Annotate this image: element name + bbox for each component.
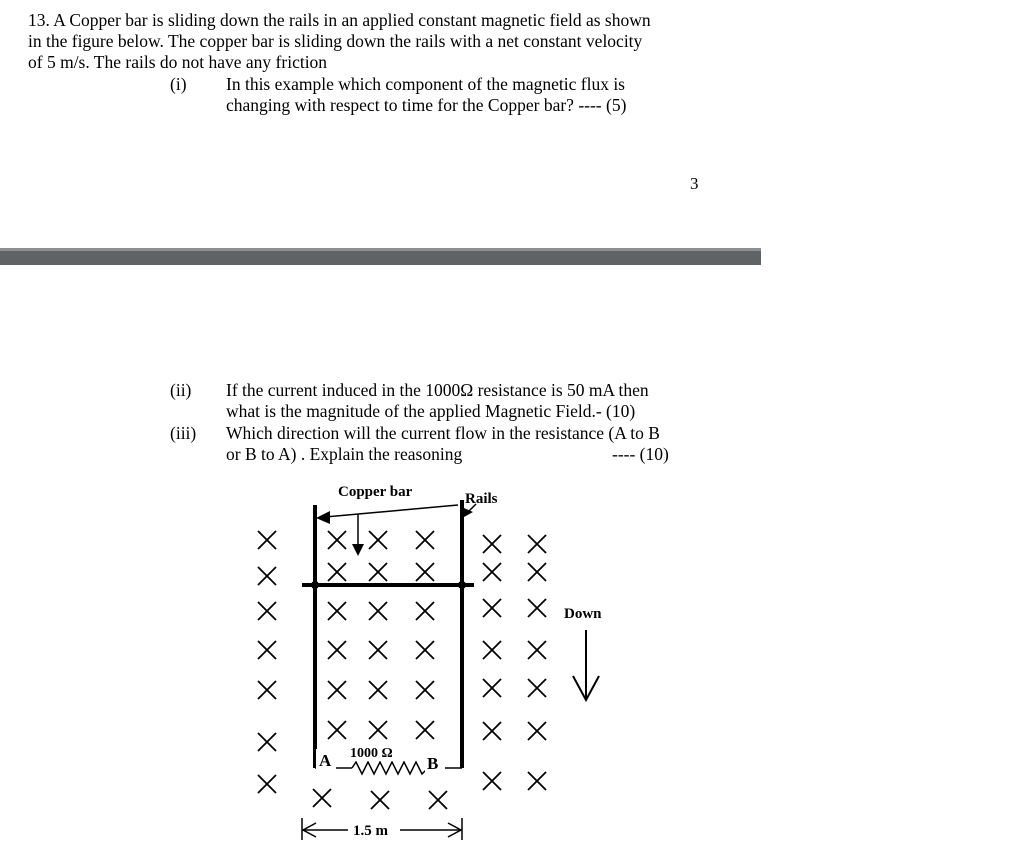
page-number: 3 <box>690 174 699 193</box>
field-x-mark <box>416 721 434 739</box>
part-ii-line-2: what is the magnitude of the applied Magnetic Field.- (10) <box>226 401 636 421</box>
field-x-mark <box>483 772 501 790</box>
copper-bar-down-pointer-head <box>352 544 364 556</box>
field-x-mark <box>328 563 346 581</box>
field-x-mark <box>483 641 501 659</box>
down-label: Down <box>564 606 602 622</box>
field-x-mark <box>528 535 546 553</box>
part-i-label: (i) <box>170 74 187 94</box>
field-x-mark <box>528 563 546 581</box>
field-x-mark <box>369 531 387 549</box>
field-x-mark <box>483 722 501 740</box>
field-x-mark <box>258 681 276 699</box>
field-x-mark <box>313 789 331 807</box>
field-x-mark <box>328 681 346 699</box>
field-x-mark <box>416 681 434 699</box>
field-x-mark <box>258 531 276 549</box>
field-x-mark <box>429 791 447 809</box>
field-x-mark <box>328 531 346 549</box>
field-x-mark <box>328 721 346 739</box>
field-x-mark <box>483 599 501 617</box>
field-x-mark <box>369 681 387 699</box>
field-x-mark <box>328 641 346 659</box>
part-iii-line-1: Which direction will the current flow in the resistance (A to B <box>226 423 660 443</box>
copper-bar-pointer-line <box>325 505 458 517</box>
part-ii-label: (ii) <box>170 380 192 400</box>
field-x-mark <box>258 567 276 585</box>
resistor-label: 1000 Ω <box>350 746 393 761</box>
terminal-a-label: A <box>319 751 332 770</box>
field-x-mark <box>371 791 389 809</box>
question-line-1: 13. A Copper bar is sliding down the rails in an applied constant magnetic field as shown <box>28 10 651 30</box>
field-x-mark <box>528 641 546 659</box>
field-x-mark <box>528 722 546 740</box>
field-x-mark <box>416 563 434 581</box>
part-iii-line-2: or B to A) . Explain the reasoning <box>226 444 463 464</box>
field-x-mark <box>369 602 387 620</box>
field-x-mark <box>528 772 546 790</box>
question-line-3: of 5 m/s. The rails do not have any friction <box>28 52 328 72</box>
question-line-2: in the figure below. The copper bar is sliding down the rails with a net constant velocity <box>28 31 643 51</box>
rails-label: Rails <box>465 491 498 507</box>
resistor-zigzag <box>352 762 428 774</box>
part-i-line-1: In this example which component of the magnetic flux is <box>226 74 625 94</box>
part-iii-label: (iii) <box>170 423 197 443</box>
rail-diagram <box>240 478 640 848</box>
field-x-mark <box>416 602 434 620</box>
copper-bar-pointer-head <box>316 511 330 524</box>
field-x-mark <box>258 775 276 793</box>
copper-bar-label: Copper bar <box>338 484 413 500</box>
terminal-b-label: B <box>427 754 439 773</box>
bar-contact-left <box>311 581 319 589</box>
field-x-mark <box>258 641 276 659</box>
part-i-line-2: changing with respect to time for the Copper bar? ---- (5) <box>226 95 627 115</box>
field-x-mark <box>369 563 387 581</box>
field-x-mark <box>258 602 276 620</box>
part-iii-marks: ---- (10) <box>612 444 669 464</box>
field-x-mark <box>416 641 434 659</box>
field-x-mark <box>528 599 546 617</box>
field-x-mark <box>369 641 387 659</box>
field-x-mark <box>528 679 546 697</box>
down-arrow-icon <box>573 630 599 700</box>
field-x-mark <box>328 602 346 620</box>
field-x-mark <box>416 531 434 549</box>
page-break-divider <box>0 248 761 265</box>
width-label: 1.5 m <box>353 823 388 839</box>
field-x-mark <box>369 721 387 739</box>
field-x-mark <box>258 733 276 751</box>
field-x-mark <box>483 679 501 697</box>
part-ii-line-1: If the current induced in the 1000Ω resistance is 50 mA then <box>226 380 649 400</box>
field-x-mark <box>483 535 501 553</box>
bar-contact-right <box>458 581 466 589</box>
field-x-mark <box>483 563 501 581</box>
